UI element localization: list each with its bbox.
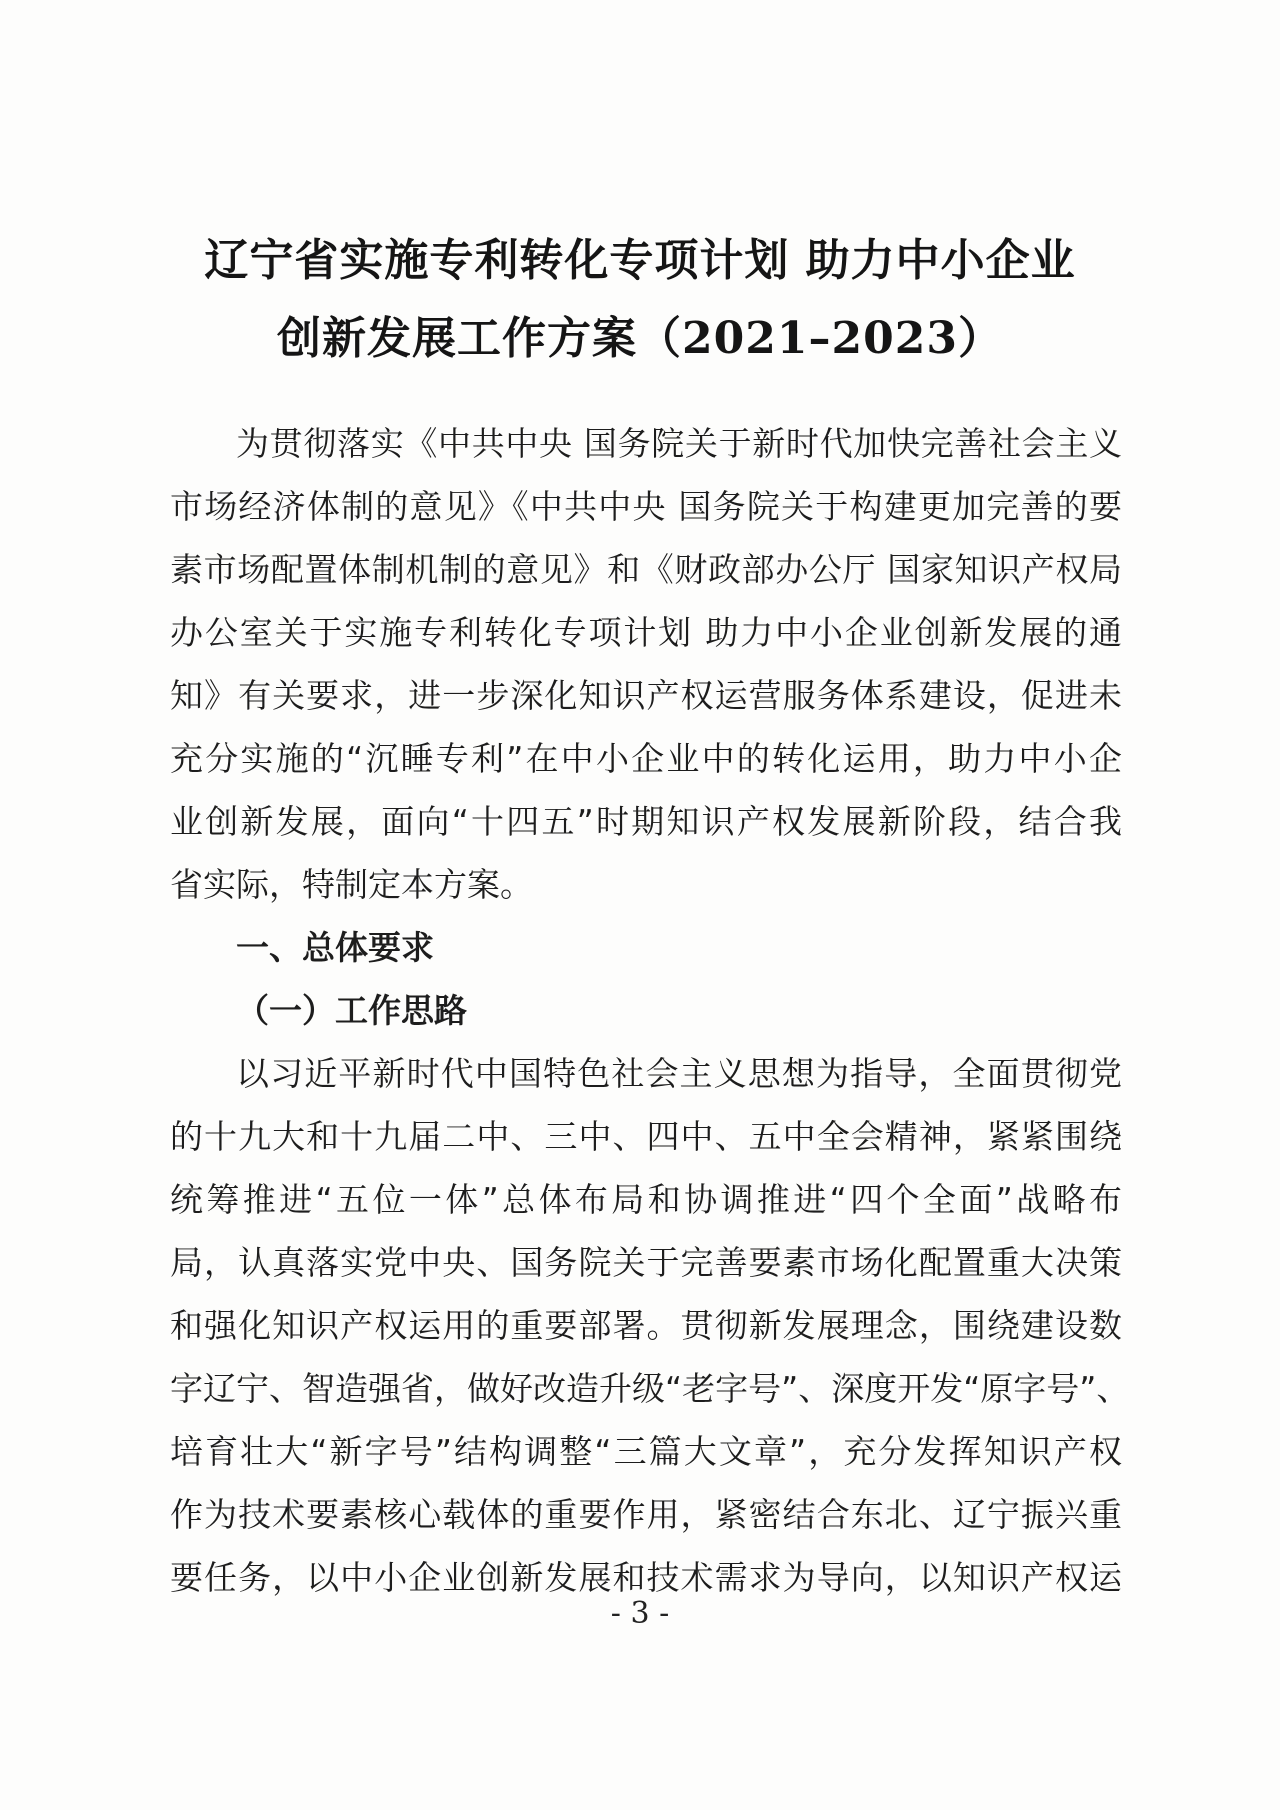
intro-line: 办公室关于实施专利转化专项计划 助力中小企业创新发展的通 bbox=[170, 613, 1122, 652]
title-line-1: 辽宁省实施专利转化专项计划 助力中小企业 bbox=[204, 235, 1076, 286]
body-line: 和强化知识产权运用的重要部署。贯彻新发展理念，围绕建设数 bbox=[170, 1306, 1122, 1345]
body-line: 局，认真落实党中央、国务院关于完善要素市场化配置重大决策 bbox=[170, 1243, 1122, 1282]
intro-line: 充分实施的“沉睡专利”在中小企业中的转化运用，助力中小企 bbox=[170, 739, 1122, 778]
body-line: 统筹推进“五位一体”总体布局和协调推进“四个全面”战略布 bbox=[170, 1180, 1122, 1219]
intro-line: 素市场配置体制机制的意见》和《财政部办公厅 国家知识产权局 bbox=[170, 550, 1122, 589]
document-title bbox=[0, 222, 1280, 378]
intro-line: 知》有关要求，进一步深化知识产权运营服务体系建设，促进未 bbox=[170, 676, 1122, 715]
body-line: 以习近平新时代中国特色社会主义思想为指导，全面贯彻党 bbox=[236, 1054, 1122, 1093]
intro-line: 省实际，特制定本方案。 bbox=[170, 865, 533, 904]
document-body bbox=[170, 412, 1130, 1609]
title-line-2: 创新发展工作方案（2021–2023） bbox=[277, 313, 1003, 364]
intro-line: 业创新发展，面向“十四五”时期知识产权发展新阶段，结合我 bbox=[170, 802, 1122, 841]
intro-line: 市场经济体制的意见》《中共中央 国务院关于构建更加完善的要 bbox=[170, 487, 1122, 526]
subsection-heading: （一）工作思路 bbox=[236, 991, 467, 1030]
section-heading: 一、总体要求 bbox=[236, 928, 434, 967]
body-line: 的十九大和十九届二中、三中、四中、五中全会精神，紧紧围绕 bbox=[170, 1117, 1122, 1156]
body-line: 作为技术要素核心载体的重要作用，紧密结合东北、辽宁振兴重 bbox=[170, 1495, 1122, 1534]
body-line: 字辽宁、智造强省，做好改造升级“老字号”、深度开发“原字号”、 bbox=[170, 1369, 1130, 1408]
intro-line: 为贯彻落实《中共中央 国务院关于新时代加快完善社会主义 bbox=[236, 424, 1122, 463]
body-line: 要任务，以中小企业创新发展和技术需求为导向，以知识产权运 bbox=[170, 1558, 1122, 1597]
page-number: - 3 - bbox=[610, 1596, 670, 1631]
body-line: 培育壮大“新字号”结构调整“三篇大文章”，充分发挥知识产权 bbox=[170, 1432, 1122, 1471]
